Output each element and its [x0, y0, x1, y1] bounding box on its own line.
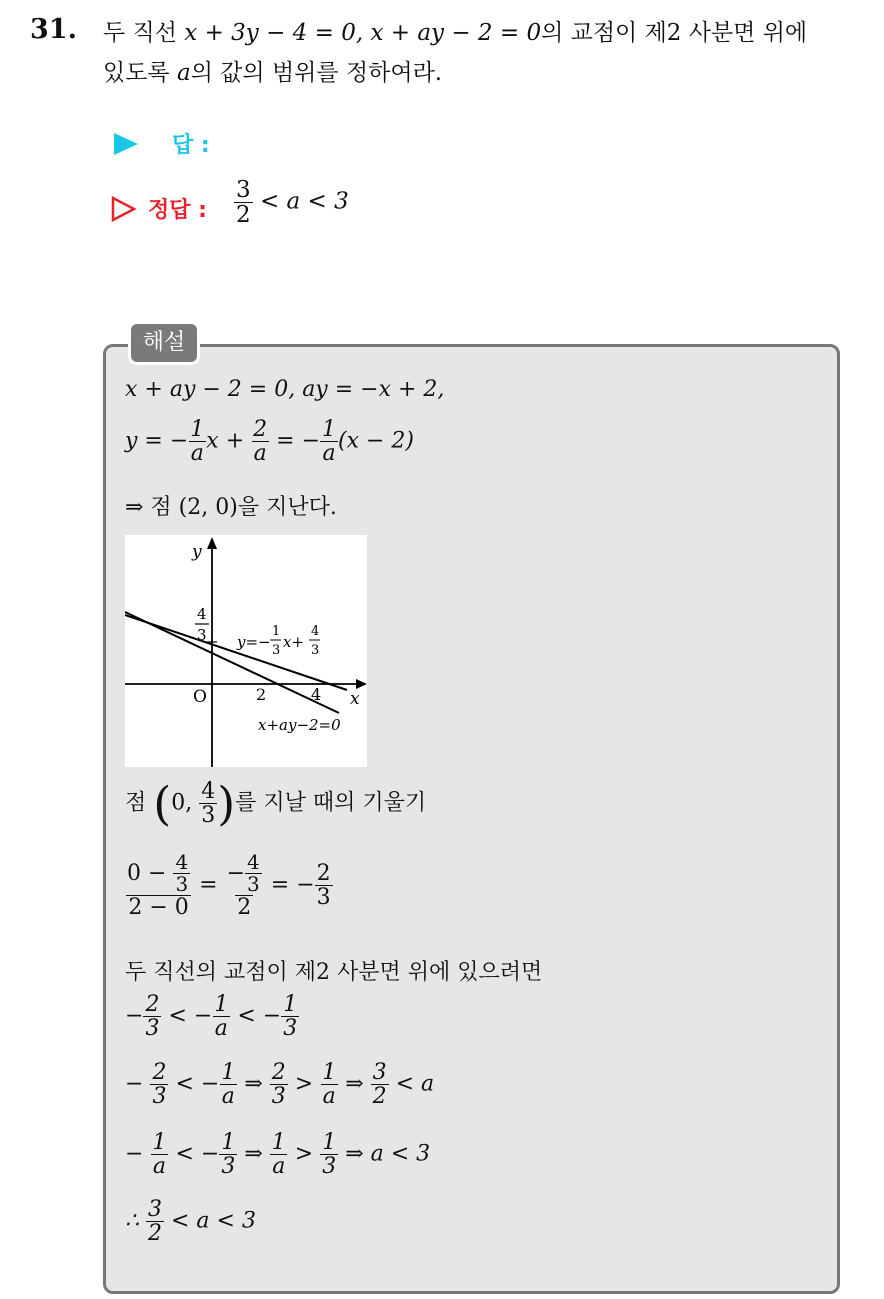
solution-line-3: ⇒ 점 (2, 0)을 지난다.	[125, 495, 337, 520]
correct-answer-label: 정답 :	[148, 198, 207, 223]
graph-line-2	[125, 612, 339, 713]
graph-line2-label: x+ay−2=0	[258, 716, 341, 734]
solution-line-4: 점 (0, $\frac{4}{3}$ )를 지날 때의 기울기	[125, 776, 427, 831]
solution-line-1: x + ay − 2 = 0, ay = −x + 2,	[125, 377, 445, 402]
graph-x-label: x	[350, 689, 360, 709]
correct-marker-icon	[110, 195, 138, 223]
graph-origin-label: O	[193, 687, 207, 707]
solution-line-5: 0 − $\frac{4}{3}$ 2 − 0 = − $\frac{4}{3}$ 2 = − $\frac{2}{3}$	[127, 850, 331, 920]
solution-line-7: − $\frac{2}{3}$ < − $\frac{1}{a}$ < − $\frac{1}{3}$	[125, 992, 298, 1042]
graph-yint-den: 3	[197, 626, 207, 644]
solution-line-9: − $\frac{1}{a}$ < − $\frac{1}{3}$ ⇒ $\frac{1}{a}$ > $\frac{1}{3}$ ⇒ a < 3	[125, 1130, 431, 1180]
solution-graph	[125, 535, 367, 767]
problem-line-2: 있도록 a의 값의 범위를 정하여라.	[103, 60, 443, 86]
graph-line1-f1-den: 3	[272, 643, 281, 658]
graph-line1-f2-den: 3	[311, 643, 320, 658]
graph-yint-num: 4	[197, 605, 207, 623]
graph-tick-2: 2	[256, 685, 267, 704]
problem-line-1: 두 직선 x + 3y − 4 = 0, x + ay − 2 = 0의 교점이 제2 사분면 위에	[103, 20, 808, 46]
answer-label: 답 :	[172, 133, 210, 158]
graph-tick-4: 4	[311, 685, 322, 704]
graph-line1-f1-num: 1	[272, 624, 281, 639]
answer-marker-icon	[114, 133, 138, 155]
y-axis-arrow-icon	[207, 537, 217, 549]
solution-line-8: − $\frac{2}{3}$ < − $\frac{1}{a}$ ⇒ $\frac{2}{3}$ > $\frac{1}{a}$ ⇒ $\frac{3}{2}$ < a	[125, 1060, 435, 1110]
graph-line1-label-a: y=−	[237, 633, 271, 651]
solution-line-6: 두 직선의 교점이 제2 사분면 위에 있으려면	[125, 960, 543, 985]
correct-answer-value: $\frac{3}{2}$ < a < 3	[236, 177, 349, 229]
problem-number: 31.	[30, 14, 77, 45]
solution-line-2: y = − $\frac{1}{a}$ x + $\frac{2}{a}$ = − $\frac{1}{a}$ (x − 2)	[125, 417, 415, 467]
graph-line1-label-b: x+	[283, 633, 305, 651]
x-axis-arrow-icon	[356, 679, 367, 689]
solution-line-10: ∴ $\frac{3}{2}$ < a < 3	[125, 1197, 256, 1247]
graph-y-label: y	[192, 542, 202, 562]
solution-tag: 해설	[128, 321, 200, 365]
graph-line1-f2-num: 4	[311, 624, 320, 639]
